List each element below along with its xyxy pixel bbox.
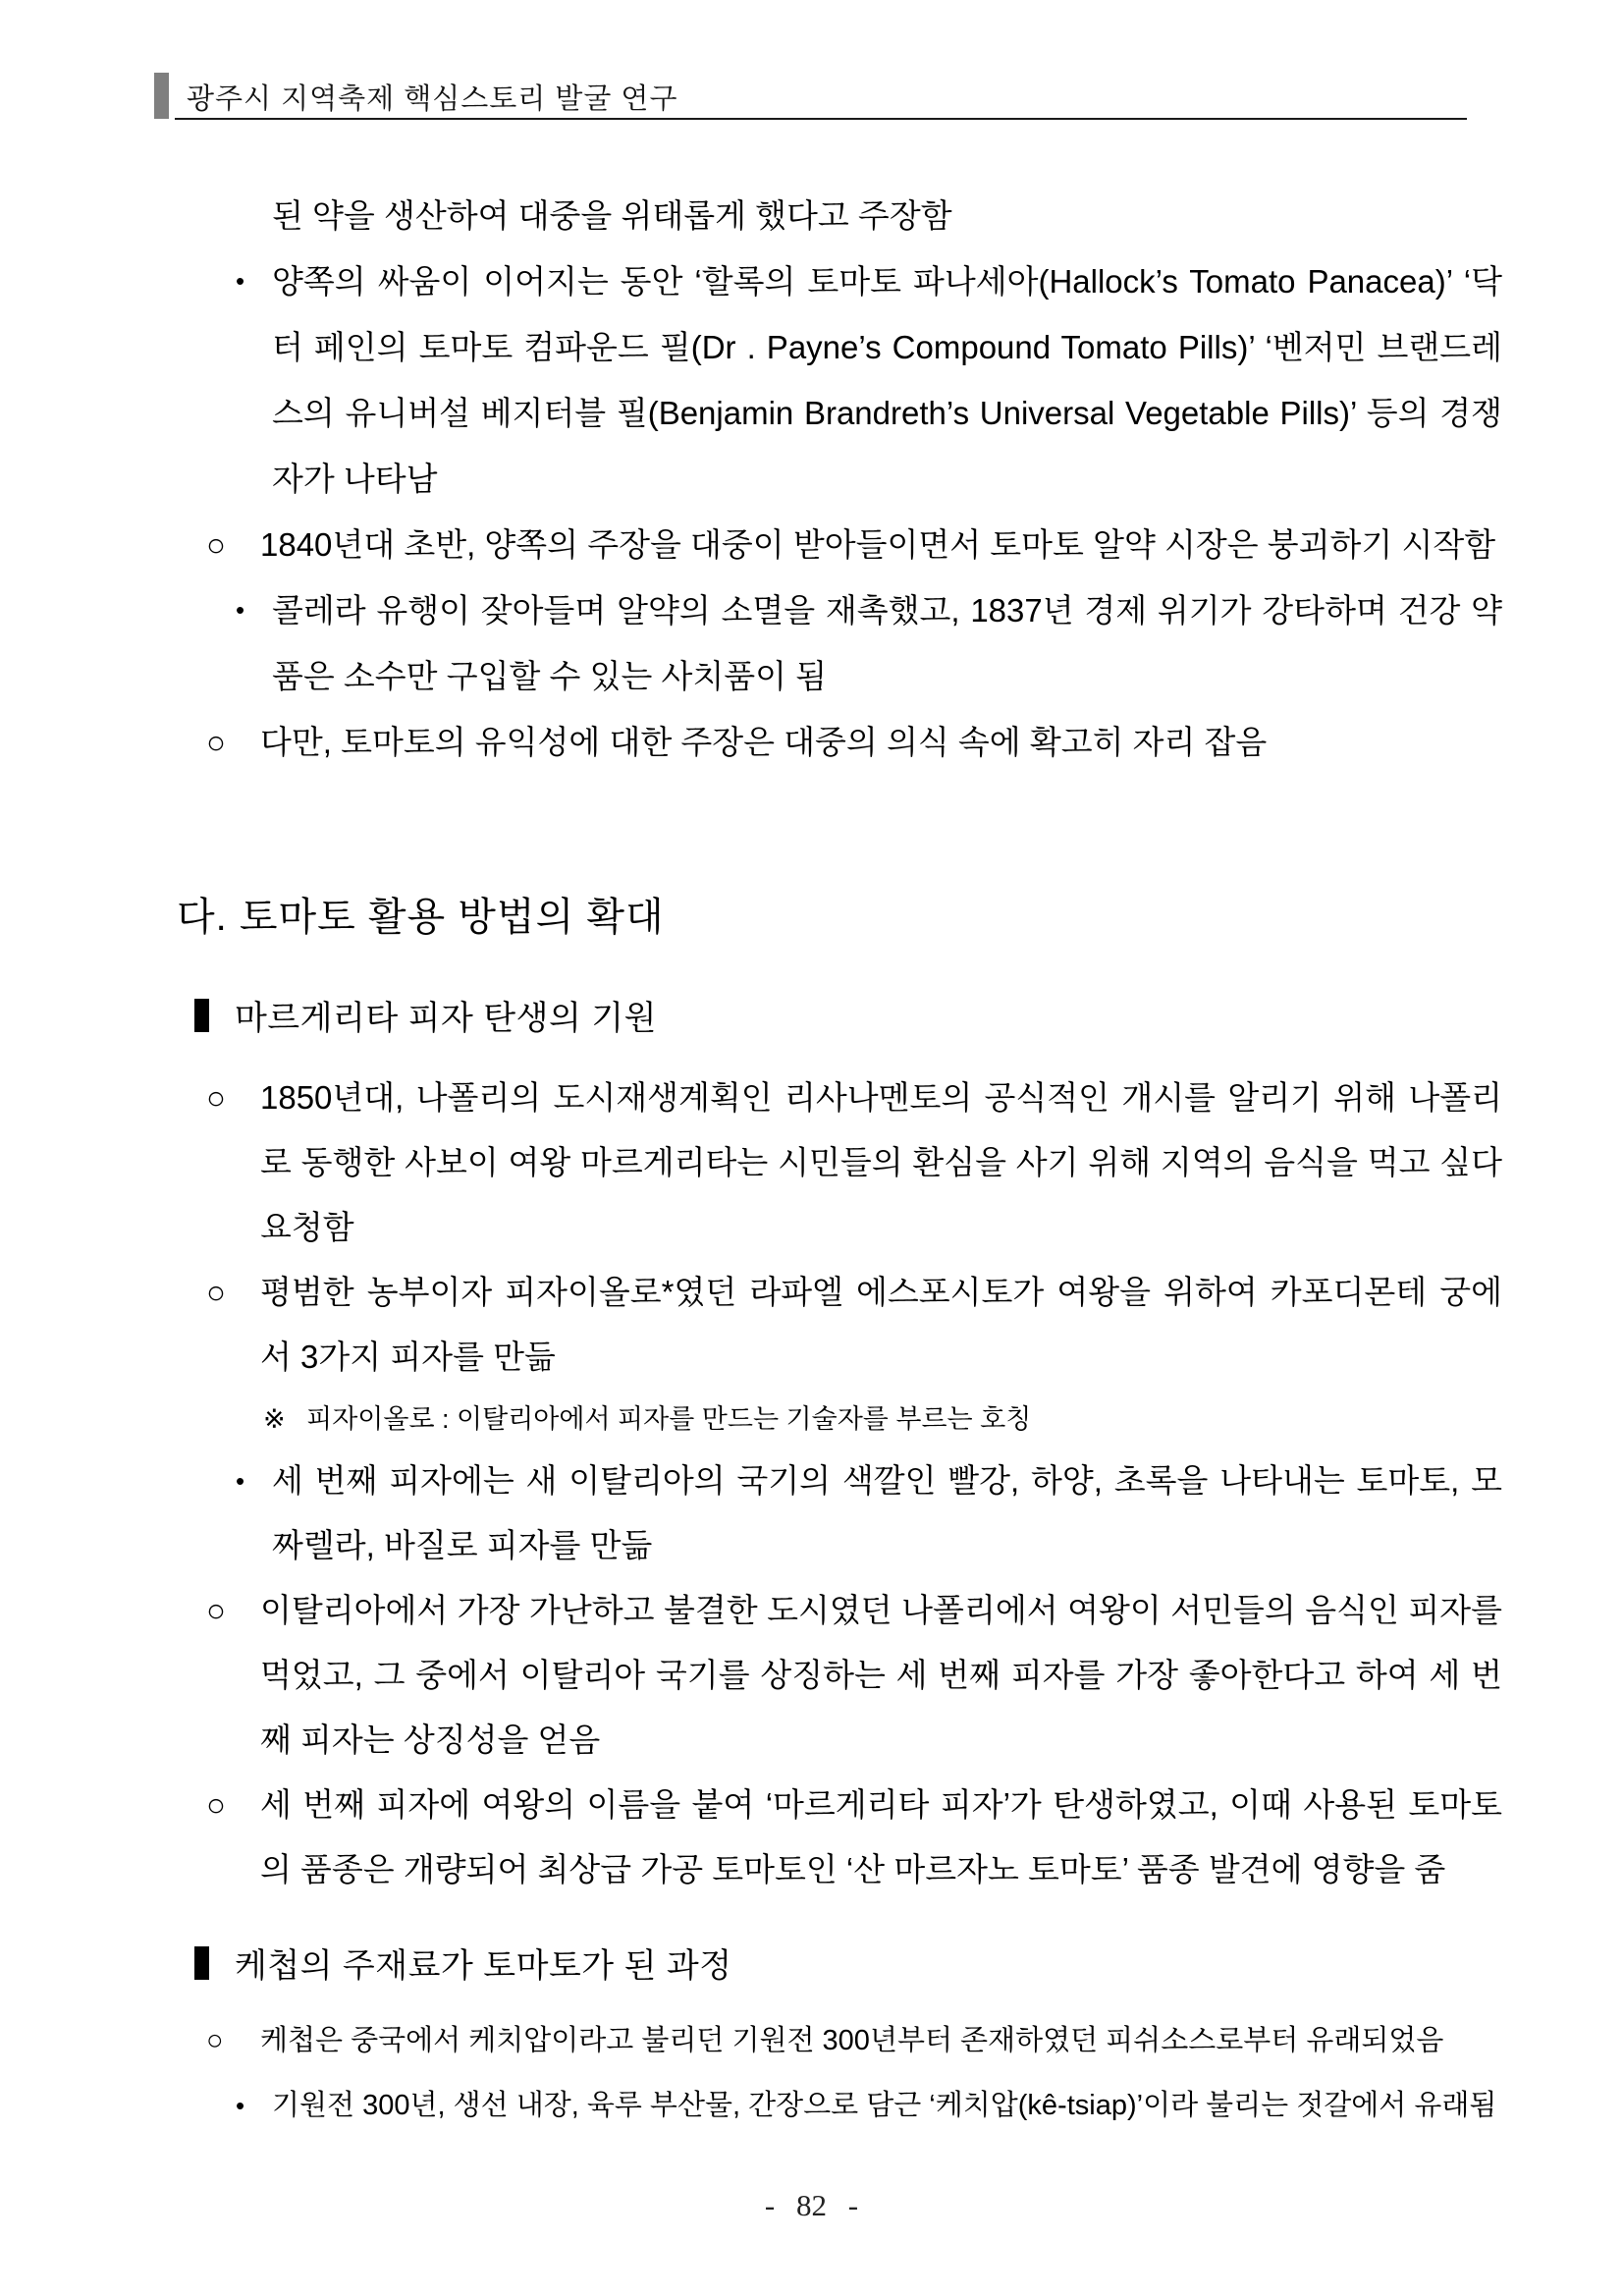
bullet-item xyxy=(236,248,1502,512)
circle-item-text: 다만, 토마토의 유익성에 대한 주장은 대중의 의식 속에 확고히 자리 잡음 xyxy=(260,724,1268,760)
note-mark-icon: ※ xyxy=(263,1404,286,1434)
bullet-item-text: 콜레라 유행이 잦아들며 알약의 소멸을 재촉했고, 1837년 경제 위기가 강타하며 건강 약품은 소수만 구입할 수 있는 사치품이 됨 xyxy=(272,592,1502,694)
circle-bullet-icon: ○ xyxy=(206,2025,224,2056)
circle-item xyxy=(206,2008,1502,2073)
bullet-item-text: 양쪽의 싸움이 이어지는 동안 ‘할록의 토마토 파나세아(Hallock’s Tomato Panacea)’ ‘닥터 페인의 토마토 컴파운드 필(Dr . Payne’s Compound Tomato Pills)’ ‘벤저민 브랜드레스의 유니버설 베지터블 필(Benjamin Brandreth’s Universal Vegetable Pills)’ 등의 경쟁자가 나타남 xyxy=(272,263,1502,497)
circle-item xyxy=(206,1260,1502,1390)
running-header-title: 광주시 지역축제 핵심스토리 발굴 연구 xyxy=(187,83,678,115)
subsection-heading-text: 케첩의 주재료가 토마토가 된 과정 xyxy=(234,1947,732,1985)
circle-item xyxy=(206,1066,1502,1260)
bullet-item xyxy=(236,1449,1502,1578)
circle-bullet-icon: ○ xyxy=(206,1786,226,1823)
paragraph-continuation xyxy=(272,183,1502,248)
footnote-line xyxy=(263,1392,1502,1447)
section-heading xyxy=(177,893,1502,942)
circle-item-text: 평범한 농부이자 피자이올로*였던 라파엘 에스포시토가 여왕을 위하여 카포디몬테 궁에서 3가지 피자를 만듦 xyxy=(260,1274,1502,1375)
circle-item xyxy=(206,1773,1502,1902)
header-rule xyxy=(175,118,1467,120)
paragraph-text: 된 약을 생산하여 대중을 위태롭게 했다고 주장함 xyxy=(272,197,952,234)
circle-bullet-icon: ○ xyxy=(206,1592,226,1628)
bullet-item xyxy=(236,2073,1502,2138)
dot-bullet-icon: • xyxy=(236,595,245,625)
circle-bullet-icon: ○ xyxy=(206,526,226,563)
circle-bullet-icon: ○ xyxy=(206,724,226,760)
dot-bullet-icon: • xyxy=(236,1466,245,1496)
subsection-heading-text: 마르게리타 피자 탄생의 기원 xyxy=(234,1000,657,1037)
circle-item xyxy=(206,709,1502,775)
circle-bullet-icon: ○ xyxy=(206,1079,226,1116)
page-number: - 82 - xyxy=(764,2188,859,2222)
bullet-item xyxy=(236,577,1502,709)
header-accent-bar xyxy=(154,73,169,119)
circle-bullet-icon: ○ xyxy=(206,1274,226,1310)
footnote-text: 피자이올로 : 이탈리아에서 피자를 만드는 기술자를 부르는 호칭 xyxy=(306,1404,1032,1434)
heading-bar-icon xyxy=(194,999,209,1032)
circle-item-text: 1850년대, 나폴리의 도시재생계획인 리사나멘토의 공식적인 개시를 알리기 위해 나폴리로 동행한 사보이 여왕 마르게리타는 시민들의 환심을 사기 위해 지역의 음식을 먹고 싶다 요청함 xyxy=(260,1079,1502,1245)
circle-item xyxy=(206,1578,1502,1773)
document-body xyxy=(0,183,1623,2138)
circle-item-text: 1840년대 초반, 양쪽의 주장을 대중이 받아들이면서 토마토 알약 시장은 붕괴하기 시작함 xyxy=(260,526,1496,563)
circle-item xyxy=(206,512,1502,577)
dot-bullet-icon: • xyxy=(236,266,245,296)
section-heading-text: 다. 토마토 활용 방법의 확대 xyxy=(177,896,665,939)
bullet-item-text: 세 번째 피자에는 새 이탈리아의 국기의 색깔인 빨강, 하양, 초록을 나타내는 토마토, 모짜렐라, 바질로 피자를 만듦 xyxy=(272,1462,1502,1563)
circle-item-text: 이탈리아에서 가장 가난하고 불결한 도시였던 나폴리에서 여왕이 서민들의 음식인 피자를 먹었고, 그 중에서 이탈리아 국기를 상징하는 세 번째 피자를 가장 좋아한다고 하여 세 번째 피자는 상징성을 얻음 xyxy=(260,1592,1502,1758)
subsection-heading xyxy=(194,1943,1502,1989)
circle-item-text: 케첩은 중국에서 케치압이라고 불리던 기원전 300년부터 존재하였던 피쉬소스로부터 유래되었음 xyxy=(260,2025,1444,2056)
dot-bullet-icon: • xyxy=(236,2091,245,2120)
subsection-heading xyxy=(194,996,1502,1041)
section-continued xyxy=(0,183,1623,775)
heading-bar-icon xyxy=(194,1946,209,1980)
bullet-item-text: 기원전 300년, 생선 내장, 육루 부산물, 간장으로 담근 ‘케치압(kê-tsiap)’이라 불리는 젓갈에서 유래됨 xyxy=(272,2090,1497,2121)
circle-item-text: 세 번째 피자에 여왕의 이름을 붙여 ‘마르게리타 피자’가 탄생하였고, 이때 사용된 토마토의 품종은 개량되어 최상급 가공 토마토인 ‘산 마르자노 토마토’ 품종 발견에 영향을 줌 xyxy=(260,1786,1502,1887)
